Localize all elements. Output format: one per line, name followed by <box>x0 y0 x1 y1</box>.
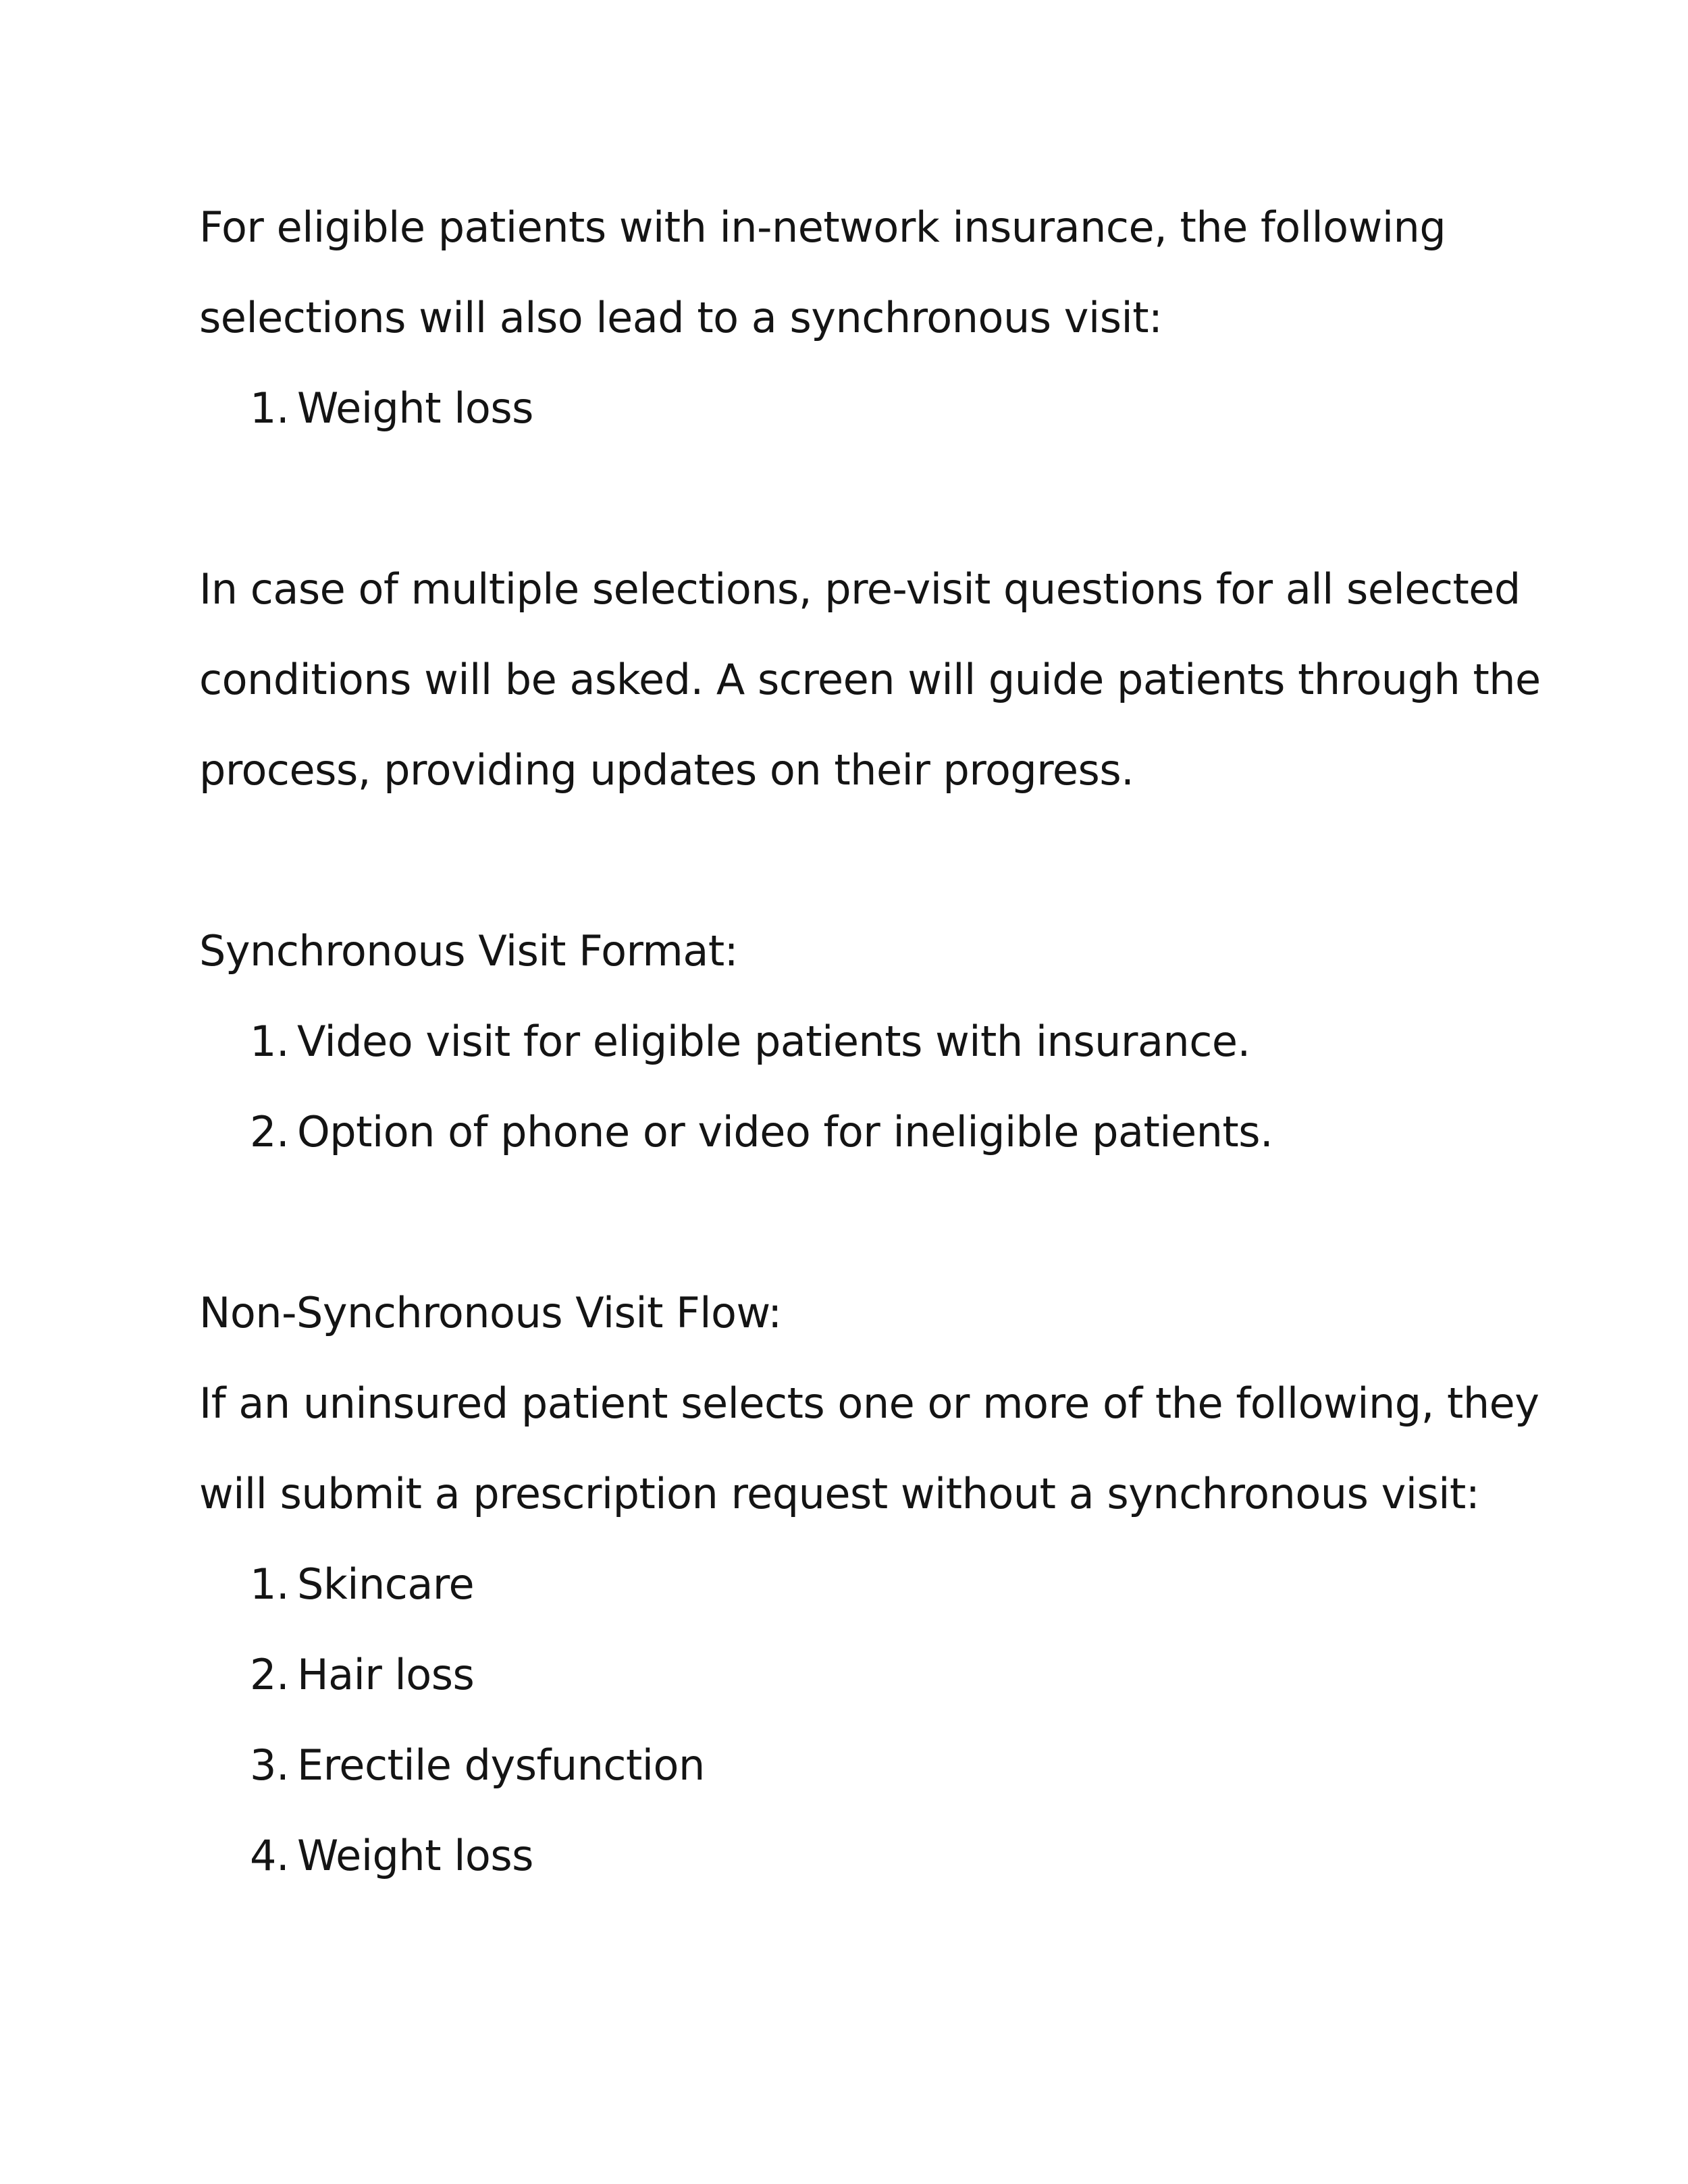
sync-format-section <box>199 906 1502 1177</box>
list-item-text: Option of phone or video for ineligible patients. <box>297 1107 1273 1156</box>
list-item-text: Erectile dysfunction <box>297 1740 705 1790</box>
list-item-text: Skincare <box>297 1560 475 1609</box>
list-item-number: 2. <box>250 1107 290 1156</box>
sync-format-list <box>199 996 1502 1177</box>
section-heading: Synchronous Visit Format: <box>199 926 739 976</box>
list-item <box>199 1720 1502 1811</box>
list-item-text: Weight loss <box>297 1831 533 1880</box>
list-item-number: 1. <box>250 1017 290 1066</box>
non-sync-list <box>199 1539 1502 1901</box>
list-item-number: 3. <box>250 1740 290 1790</box>
list-item <box>199 1630 1502 1720</box>
list-item-number: 1. <box>250 383 290 433</box>
section-heading: Non-Synchronous Visit Flow: <box>199 1288 782 1337</box>
list-item <box>199 1539 1502 1630</box>
paragraph-line: conditions will be asked. A screen will guide patients through the <box>199 655 1541 704</box>
list-item <box>199 996 1502 1087</box>
list-item-text: Hair loss <box>297 1650 475 1699</box>
list-item <box>199 1811 1502 1901</box>
list-item-number: 4. <box>250 1831 290 1880</box>
non-sync-section <box>199 1268 1539 1901</box>
paragraph-line: In case of multiple selections, pre-visit questions for all selected <box>199 564 1521 614</box>
paragraph-line: process, providing updates on their progress. <box>199 745 1134 795</box>
list-item-text: Weight loss <box>297 383 533 433</box>
intro-section <box>199 182 1502 454</box>
paragraph-line: will submit a prescription request without a synchronous visit: <box>199 1469 1480 1518</box>
list-item-number: 2. <box>250 1650 290 1699</box>
intro-list <box>199 363 1502 454</box>
multiple-selections-section <box>199 544 1541 816</box>
list-item <box>199 1087 1502 1177</box>
paragraph-line: If an uninsured patient selects one or more of the following, they <box>199 1379 1539 1428</box>
paragraph-line: For eligible patients with in-network insurance, the following <box>199 203 1446 252</box>
paragraph-line: selections will also lead to a synchronous visit: <box>199 293 1163 342</box>
list-item <box>199 363 1502 454</box>
list-item-text: Video visit for eligible patients with insurance. <box>297 1017 1250 1066</box>
list-item-number: 1. <box>250 1560 290 1609</box>
